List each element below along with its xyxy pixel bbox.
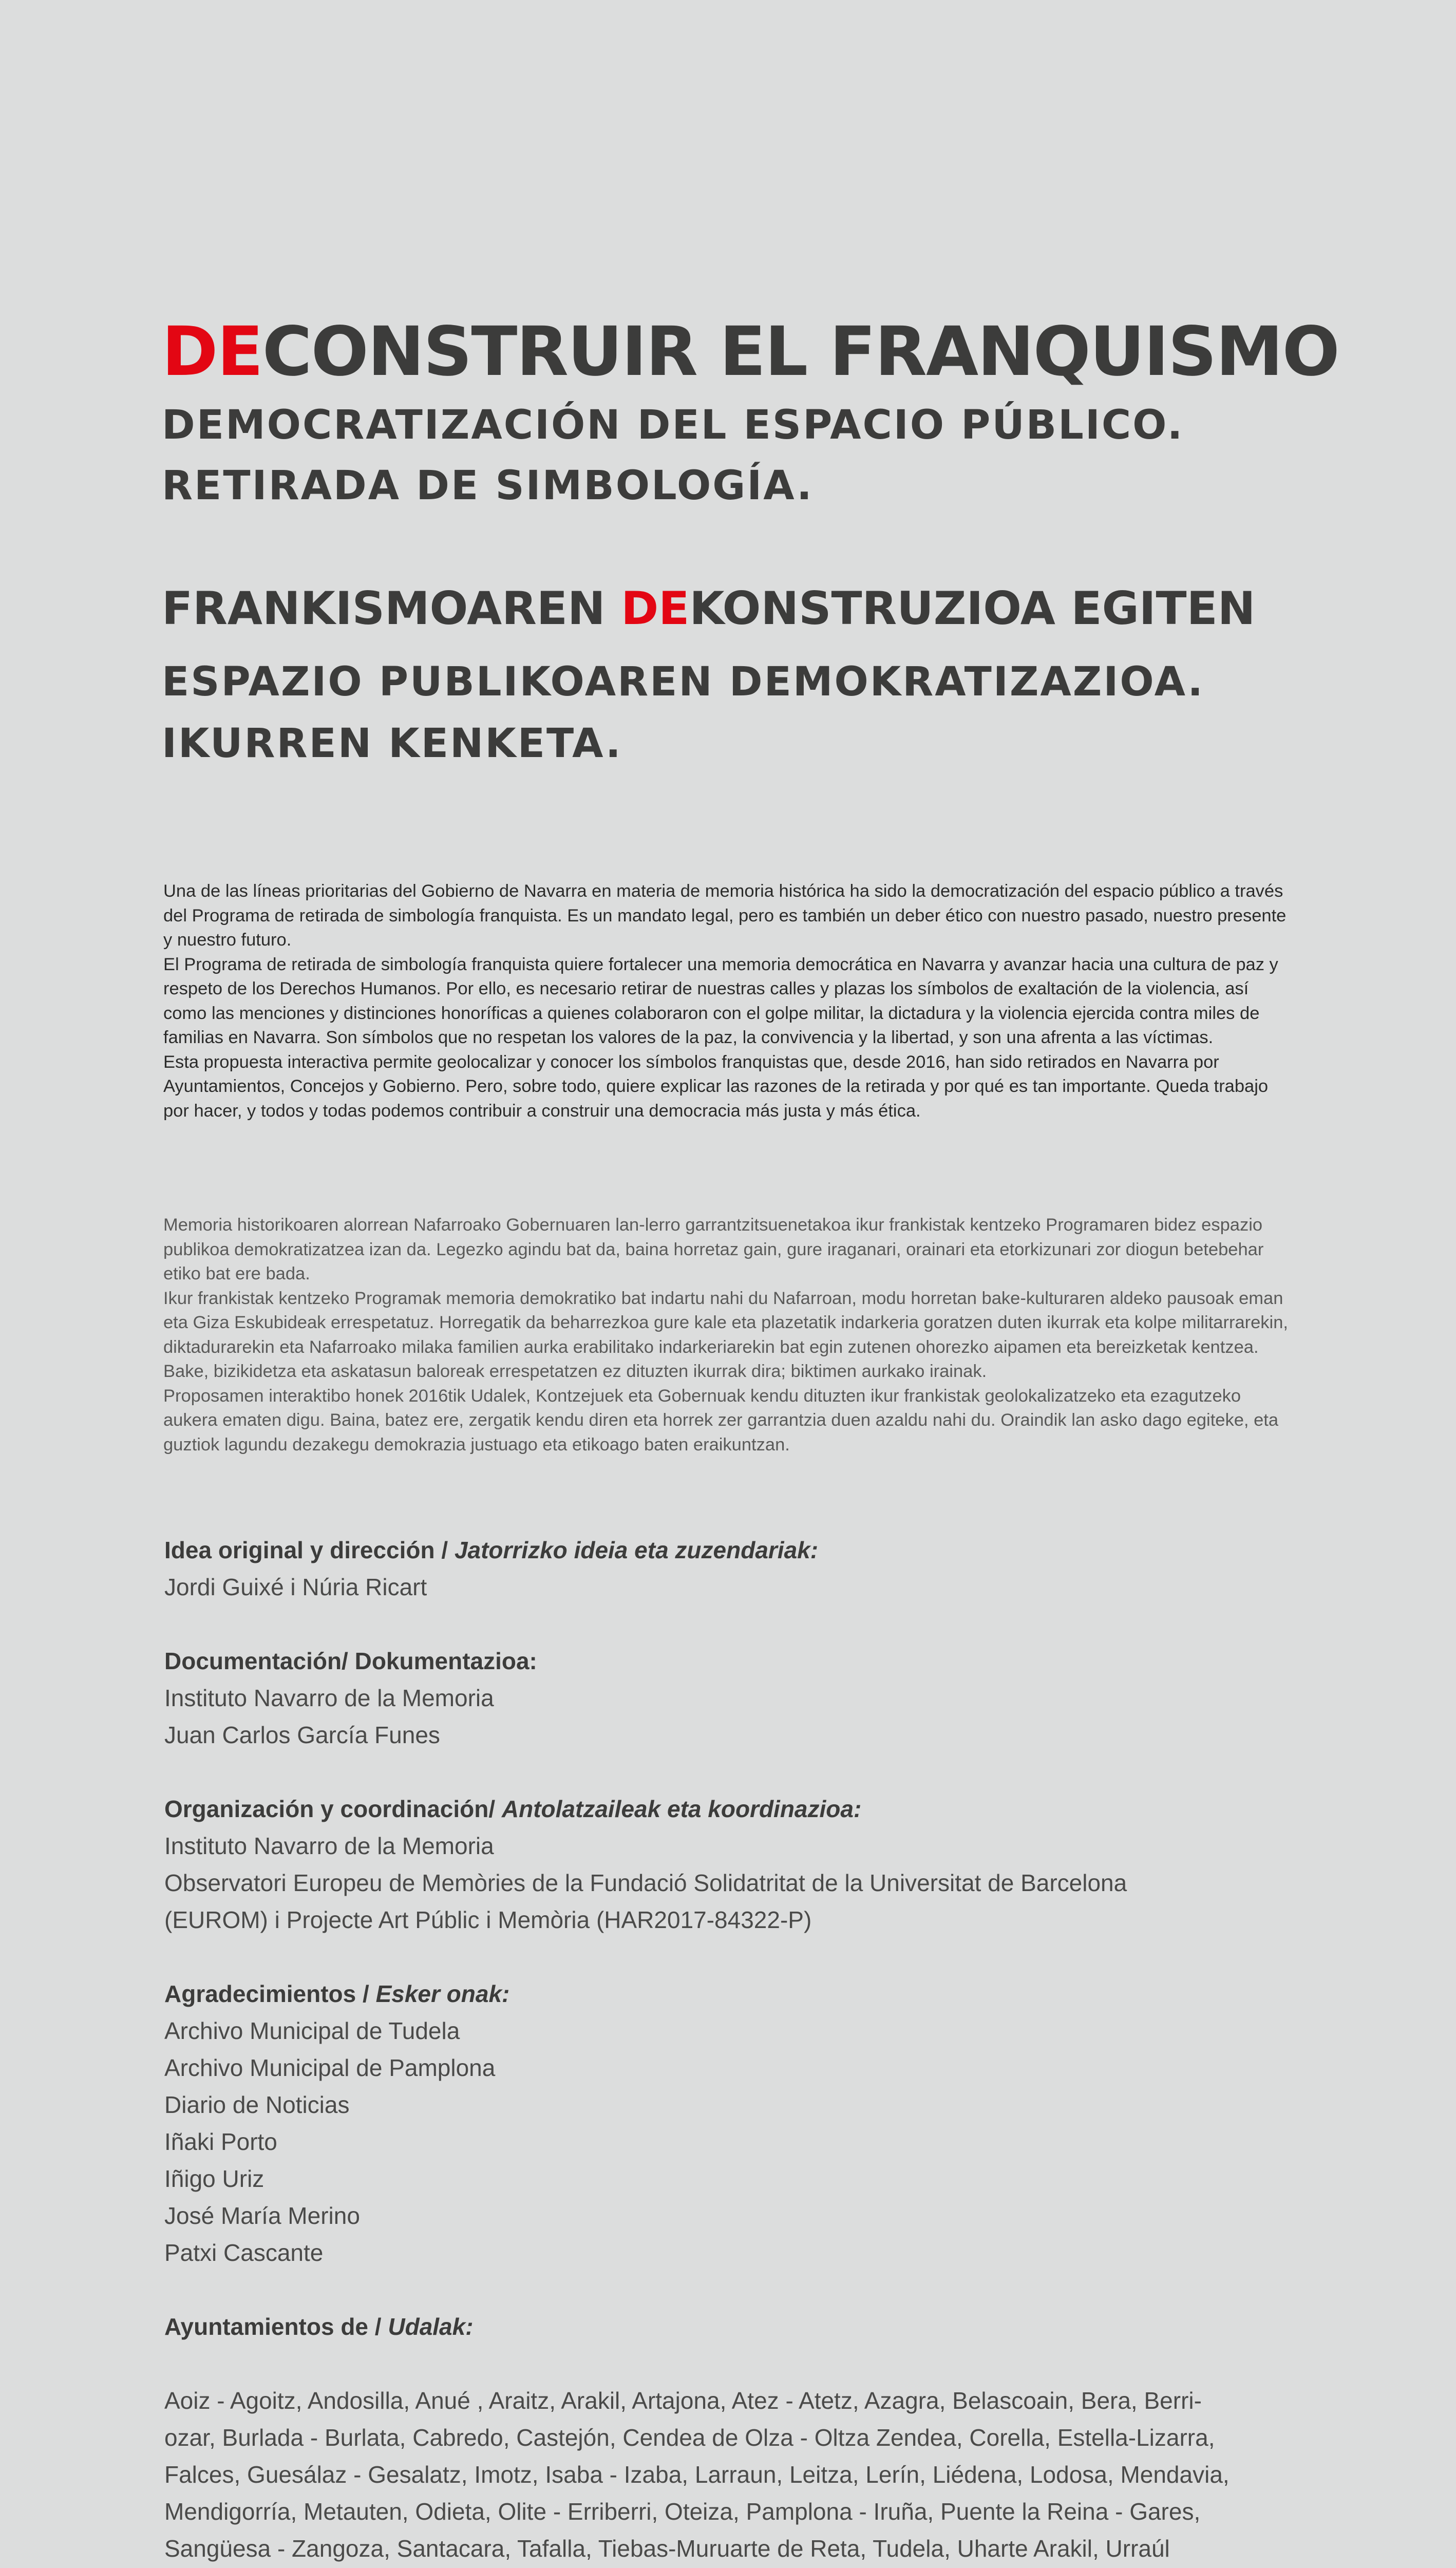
towns-list — [164, 2382, 1320, 2568]
towns-line: Mendigorría, Metauten, Odieta, Olite - Erriberri, Oteiza, Pamplona - Iruña, Puente la Reina - Gares, — [164, 2498, 1201, 2525]
credits-thanks — [164, 1975, 1320, 2271]
credits-name: Juan Carlos García Funes — [164, 1722, 440, 1748]
intro-es-paragraph: El Programa de retirada de simbología franquista quiere fortalecer una memoria democrática en Navarra y avanzar hacia una cultura de paz y respeto de los Derechos Humanos. Por ello, es necesario retirar de nuestras calles y plazas los símbolos de exaltación de la violencia, así como las menciones y distinciones honoríficas a quienes colaboraron con el golpe militar, la dictadura y la violencia ejercida contra miles de familias en Navarra. Son símbolos que no respetan los valores de la paz, la convivencia y la libertad, y son una afrenta a las víctimas. — [163, 954, 1278, 1047]
credits-towns-title-eu: Udalak: — [388, 2313, 474, 2340]
credits-name: Patxi Cascante — [164, 2239, 324, 2266]
credits-name: Archivo Municipal de Tudela — [164, 2017, 460, 2044]
credits-name: Iñigo Uriz — [164, 2165, 264, 2192]
credits-thanks-title-es: Agradecimientos / — [164, 1980, 376, 2007]
credits-idea-title-es: Idea original y dirección / — [164, 1537, 455, 1563]
intro-es-paragraph: Una de las líneas prioritarias del Gobierno de Navarra en materia de memoria histórica ha sido la democratización del espacio público a través del Programa de retirada de simbología franquista. Es un mandato legal, pero es también un deber ético con nuestro pasado, nuestro presente y nuestro futuro. — [163, 881, 1287, 950]
title-es-highlight: DE — [162, 312, 262, 391]
subtitle-es-2: RETIRADA DE SIMBOLOGÍA. — [162, 463, 814, 509]
intro-es — [163, 879, 1293, 1123]
towns-line: Aoiz - Agoitz, Andosilla, Anué , Araitz, Arakil, Artajona, Atez - Atetz, Azagra, Belascoain, Bera, Berri- — [164, 2387, 1202, 2414]
title-es-rest: CONSTRUIR EL FRANQUISMO — [262, 312, 1339, 391]
credits-thanks-title-eu: Esker onak: — [375, 1980, 510, 2007]
intro-es-paragraph: Esta propuesta interactiva permite geolocalizar y conocer los símbolos franquistas que, desde 2016, han sido retirados en Navarra por Ayuntamientos, Concejos y Gobierno. Pero, sobre todo, quiere explicar las razones de la retirada y por qué es tan importante. Queda trabajo por hacer, y todos y todas podemos contribuir a construir una democracia más justa y más ética. — [163, 1052, 1269, 1121]
credits-towns-title — [164, 2308, 1320, 2345]
credits-documentation — [164, 1642, 1320, 1753]
credits-towns-title-es: Ayuntamientos de / — [164, 2313, 388, 2340]
intro-eu-paragraph: Proposamen interaktibo honek 2016tik Udalek, Kontzejuek eta Gobernuak kendu dituzten ikur frankistak geolokalizatzeko eta ezagutzeko aukera ematen digu. Baina, batez ere, zergatik kendu diren eta horrek zer garrantzia duen azaldu nahi du. Oraindik lan asko dago egiteke, eta guztiok lagundu dezakegu demokrazia justuago eta etikoago baten eraikuntzan. — [163, 1386, 1279, 1455]
credits-org-title-es: Organización y coordinación/ — [164, 1796, 502, 1822]
credits — [164, 1532, 1320, 2568]
credits-thanks-title — [164, 1975, 1320, 2012]
intro-eu — [163, 1213, 1293, 1457]
towns-line: Falces, Guesálaz - Gesalatz, Imotz, Isaba - Izaba, Larraun, Leitza, Lerín, Liédena, Lodosa, Mendavia, — [164, 2461, 1230, 2488]
title-eu-pre: FRANKISMOAREN — [162, 582, 621, 635]
intro-eu-paragraph: Memoria historikoaren alorrean Nafarroako Gobernuaren lan-lerro garrantzitsuenetakoa ikur frankistak kentzeko Programaren bidez espazio publikoa demokratizatzea izan da. Legezko agindu bat da, baina horretaz gain, gure iraganari, orainari eta etorkizunari zor diogun betebehar etiko bat ere bada. — [163, 1215, 1264, 1283]
credits-name: Iñaki Porto — [164, 2128, 277, 2155]
title-eu-rest: KONSTRUZIOA EGITEN — [689, 582, 1256, 635]
credits-name: Archivo Municipal de Pamplona — [164, 2054, 496, 2081]
title-eu-highlight: DE — [621, 582, 690, 635]
credits-idea — [164, 1532, 1320, 1606]
intro-eu-paragraph: Ikur frankistak kentzeko Programak memoria demokratiko bat indartu nahi du Nafarroan, modu horretan bake-kulturaren aldeko pausoak eman eta Giza Eskubideak errespetatuz. Horregatik da beharrezkoa gure kale eta plazetatik indarkeria goratzen duten ikurrak eta kolpe militarrarekin, diktadurarekin eta Nafarroako milaka familien aurka erabilitako indarkeriarekin bat egin zutenen ohorezko aipamen eta bereizketak kentzea. Bake, bizikidetza eta askatasun baloreak errespetatzen ez dituzten ikurrak dira; biktimen aurkako irainak. — [163, 1288, 1288, 1381]
subtitle-eu-2: IKURREN KENKETA. — [162, 721, 622, 767]
credits-name: Instituto Navarro de la Memoria — [164, 1685, 494, 1711]
credits-name: Observatori Europeu de Memòries de la Fundació Solidatritat de la Universitat de Barcelona — [164, 1870, 1127, 1896]
credits-org-title — [164, 1790, 1320, 1827]
credits-name: Diario de Noticias — [164, 2091, 350, 2118]
subtitle-es-1: DEMOCRATIZACIÓN DEL ESPACIO PÚBLICO. — [162, 402, 1184, 448]
towns-line: Sangüesa - Zangoza, Santacara, Tafalla, Tiebas-Muruarte de Reta, Tudela, Uharte Arakil, Urraúl — [164, 2535, 1170, 2562]
credits-towns — [164, 2308, 1320, 2568]
credits-name: Jordi Guixé i Núria Ricart — [164, 1574, 427, 1600]
credits-name: (EUROM) i Projecte Art Públic i Memòria (HAR2017-84322-P) — [164, 1906, 812, 1933]
credits-organization — [164, 1790, 1320, 1938]
credits-doc-title: Documentación/ Dokumentazioa: — [164, 1648, 537, 1674]
credits-idea-title-eu: Jatorrizko ideia eta zuzendariak: — [454, 1537, 819, 1563]
title-es — [162, 312, 1339, 391]
credits-idea-title — [164, 1532, 1320, 1569]
subtitle-eu-1: ESPAZIO PUBLIKOAREN DEMOKRATIZAZIOA. — [162, 659, 1205, 705]
credits-name: José María Merino — [164, 2202, 360, 2229]
towns-line: ozar, Burlada - Burlata, Cabredo, Castejón, Cendea de Olza - Oltza Zendea, Corella, Estella-Lizarra, — [164, 2424, 1215, 2451]
title-eu — [162, 580, 1322, 637]
credits-name: Instituto Navarro de la Memoria — [164, 1833, 494, 1859]
credits-org-title-eu: Antolatzaileak eta koordinazioa: — [501, 1796, 862, 1822]
